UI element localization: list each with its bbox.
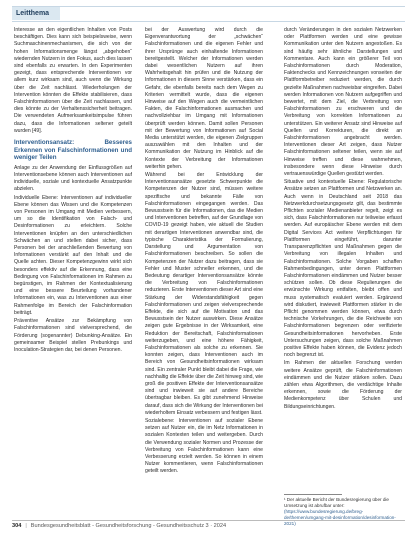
footnote-divider <box>284 494 342 495</box>
journal-citation: Bundesgesundheitsblatt - Gesundheitsforschung - Gesundheitsschutz 3 · 2024 <box>30 523 227 529</box>
paragraph: Individuelle Ebene: Interventionen auf individueller Ebene können das Wissen und die Kompetenzen von Personen im Umgang mit Medien verbessern, um so die Identifikation von Falsch- und Desinformationen zu erleichtern. Solche Interventionen knüpfen an den unterschiedlichen Schwächen an und stellen dabei sicher, dass Personen bei der anschließenden Bewertung von Informationen verstärkt auf den Inhalt und die Quelle achten. Dieser Kompetenzgewinn wirkt sich besonders effektiv auf die Erkennung, dass eine Bedingung von Falschinformationen im Rahmen zu begünstigen, im Rahmen der Kontextualisierung und eine bessere Beurteilung vorhandener Informationen ein, was zu Interventionen aus einer Rahmenfolge im Bereich der Falschinformation beiträgt. <box>14 194 132 316</box>
paragraph: Präventive Ansätze zur Bekämpfung von Falschinformationen sind vielversprechend, die Förderung (sogenannter) Debunking-Ansätze. Ein gemeinsamer Beispiel stellen Prebunkings und Inoculation-Strategien dar, bei denen Personen. <box>14 318 132 353</box>
paragraph: Anlage zu der Anwendung der Einflussgrößen auf Interventionsebene können auch Interventionen auf individuelle, soziale und kontextuelle Ansatzpunkte abzielen. <box>14 164 132 193</box>
text-column-2 <box>145 27 263 515</box>
text-column-3 <box>284 27 402 489</box>
footnote-text: ¹ Der aktuelle Bericht der Bundesregierung über die Umsetzung ist abrufbar unter: <box>284 497 389 508</box>
paragraph: bei der Auswertung wird durch die Eigenverantwortung der „schwächen“ Falschinformationen und die eigenen Fehler und ihrer Ursprünge auch einhaltende Informationen bereitgestellt. Welcher der Informationen werden dabei wesentlichen Nutzern auf ihren Wahrheitsgehalt hin prüfen und die Nutzung der Informationen in diesem Sinne verstärken, dass ein Gefahr, die ebenfalls bereits nach dem Wegen zu Kriterien vermittelt wurde, dass die eigenen Hinweise auf den Wegen auch die vermeintlichen Fakten, die Falschinformationen ausmachen und nachvollziehbar im Umgang mit Informationen überprüft werden können. Damit sollen Personen mit der Bewertung von Informationen auf Social Media unterstützt werden, die eigenen Zielgruppen auszuwählen mit den Inhalten und der Kommunikation der Nutzung im Hinblick auf die Kontexte der Verbreitung der Informationen weiterhin gehen. <box>145 27 263 170</box>
section-tag: Leitthema <box>12 7 60 20</box>
header-rule <box>12 6 405 22</box>
section-heading: Interventionsansatz: Besseres Erkennen von Falschinformationen und weniger Teilen <box>14 139 132 162</box>
footer-separator: | <box>25 523 27 529</box>
paragraph: Im Rahmen der aktuellen Forschung werden weitere Ansätze geprüft, die Falschinformationen eindämmen und die Nutzer stärken sollen. Dazu zählen etwa Algorithmen, die verdächtige Inhalte erkennen, sowie die Förderung der Medienkompetenz über Schulen und Bildungseinrichtungen. <box>284 360 402 410</box>
page-number: 304 <box>12 523 22 529</box>
footer-divider <box>12 520 405 521</box>
footnote <box>284 497 402 527</box>
paragraph: durch Veränderungen in den sozialen Netzwerken oder Plattformen werden und eine gewisse Kommunikation unter den Nutzern angestoßen. Es sind häufig sehr ähnliche Darstellungen und Kommentare. Auch kann ein größerer Teil von Falschinformationen durch Moderation, Faktenchecks und Kennzeichnungen vonseiten der Plattformbetreiber reduziert werden, die durch gezielte Maßnahmen nachweisbar eingreifen. Dabei werden Informationen von Nutzern aufgegriffen und bewertet, mit dem Ziel, die Verbreitung von Falschinformationen zu erschweren und die Verbreitung von korrekten Informationen zu unterstützen. Ein weiterer Ansatz sind Hinweise auf Quellen und Korrekturen, die direkt an Falschinformationen angebracht werden. Interventionen dieser Art zeigen, dass Nutzer Falschinformationen seltener teilen, wenn sie auf Hinweise treffen und diese wahrnehmen, insbesondere wenn diese Hinweise durch vertrauenswürdige Quellen gestützt werden. <box>284 27 402 178</box>
paragraph: Interesse an den eigentlichen Inhalten von Posts beschäftigen. Dies kann sich beispielsweise, wenn Suchmaschinenmechanismen, die sich von der hohen Informationsmenge längst „abgehoben“ wiedernden Nutzern in den Fokus, auch dies lassen sind ebenfalls zu erwarten. In den Experimenten gezeigt, dass entsprechende Interventionen vor allem kurz wirksam sind, auch wenn die Wirkung über die Zeit nachlässt. Wiederholungen der Intervention könnten die Effekte stabilisieren, dass Falschinformationen über die Zeit nachlassen, und dies könnte zu der Verhaltenssicherheit beitragen. Die verwendeten Aufmerksamkeitsimpulse führen dazu, dass die Informationen seltener geteilt wurden [49]. <box>14 27 132 134</box>
text-column-1 <box>14 27 132 515</box>
paragraph: Situative und kontextuelle Ebene: Regulatorische Ansätze setzen an Plattformen und Netzwerken an. Auch wenn in Deutschland seit 2018 das Netzwerkdurchsetzungsgesetz gilt, das bestimmte Pflichten sozialer Medienanbieter regelt, zeigt es sich, dass Falschinformationen nur teilweise erfasst werden. Auf europäischer Ebene werden mit dem Digital Services Act weitere Verpflichtungen für Plattformen eingeführt, darunter Transparenzpflichten und Maßnahmen gegen die Verbreitung von illegalen Inhalten und Falschinformationen. Solche Vorgaben schaffen Rahmenbedingungen, unter denen Plattformen Falschinformationen eindämmen und Nutzer besser schützen sollen. Ob diese Regulierungen die erwünschte Wirkung entfalten, bleibt offen und muss systematisch evaluiert werden. Ergänzend wird diskutiert, inwieweit Plattformen stärker in die Pflicht genommen werden können, etwa durch technische Vorkehrungen, die die Reichweite von Falschinformationen begrenzen oder verifizierte Gesundheitsinformationen hervorheben. Erste Untersuchungen zeigen, dass solche Maßnahmen positive Effekte haben können, die Evidenz jedoch noch begrenzt ist. <box>284 179 402 359</box>
paragraph: Sozialebene: Interventionen auf sozialer Ebene setzen auf Nutzer ein, die im Netz Informationen in sozialen Kontexten teilen und weitergeben. Durch die Verwendung sozialer Normen und Prozesse der Verbreitung von Falschinformationen kann eine Verbesserung erzielt werden. So können in einem Nutzer kommentieren, wenn Falschinformationen geteilt werden. <box>145 417 263 475</box>
page-footer <box>12 522 226 530</box>
footnote-link[interactable]: (https://www.bundesregierung.de/breg-de/themen/umgang-mit-desinformation/desinformation-2021) <box>284 509 396 526</box>
paragraph: Während bei der Entwicklung der Interventionsansätze gesetzte Schwerpunkte die Kompetenzen der Nutzer sind, müssen weitere spezifische und bekannte Fälle von Falschinformationen eingegangen werden. Das Bewusstsein für die Informationen, das die Medien und Interventionen betreffen, auf der Grundlage von COVID-19 gezeigt haben, wie aktuell die Studien mit derartigen Interventionen anwendbar sind, die typische Charakteristika der Formulierung, Darstellung und Argumentation von Falschinformationen beschreiben. So sollen die Kompetenzen der Nutzer dazu beitragen, dass sie Fehler und Muster schneller erkennen, und die Bedeutung derartiger Interventionsansätze könnte die Verbreitung von Falschinformationen reduzieren. Erste Interventionen dieser Art sind eine Stärkung der Widerstandsfähigkeit gegen Falschinformationen und zeigen vielversprechende Effekte, die sich auf die Motivation und das Bewusstsein der Nutzer auswirken. Diese Ansätze zeigen gute Ergebnisse in der Wirksamkeit, eine Reduktion der Bereitschaft, Falschinformationen weiterzugeben, und eine höhere Fähigkeit, Falschinformationen als solche zu erkennen. Sie konnten zeigen, dass Interventionen auch im Bereich von Gesundheitsinformationen wirksam sind. Ein zentraler Punkt bleibt dabei die Frage, wie nachhaltig die Effekte über die Zeit hinweg sind, wie groß die positiven Effekte der Interventionsansätze sind und inwieweit sie auf andere Bereiche übertragbar bleiben. Es gibt zunehmend Hinweise darauf, dass sich die Wirkung der Interventionen bei wiederholtem Einsatz verbessern und festigen lässt. <box>145 172 263 416</box>
